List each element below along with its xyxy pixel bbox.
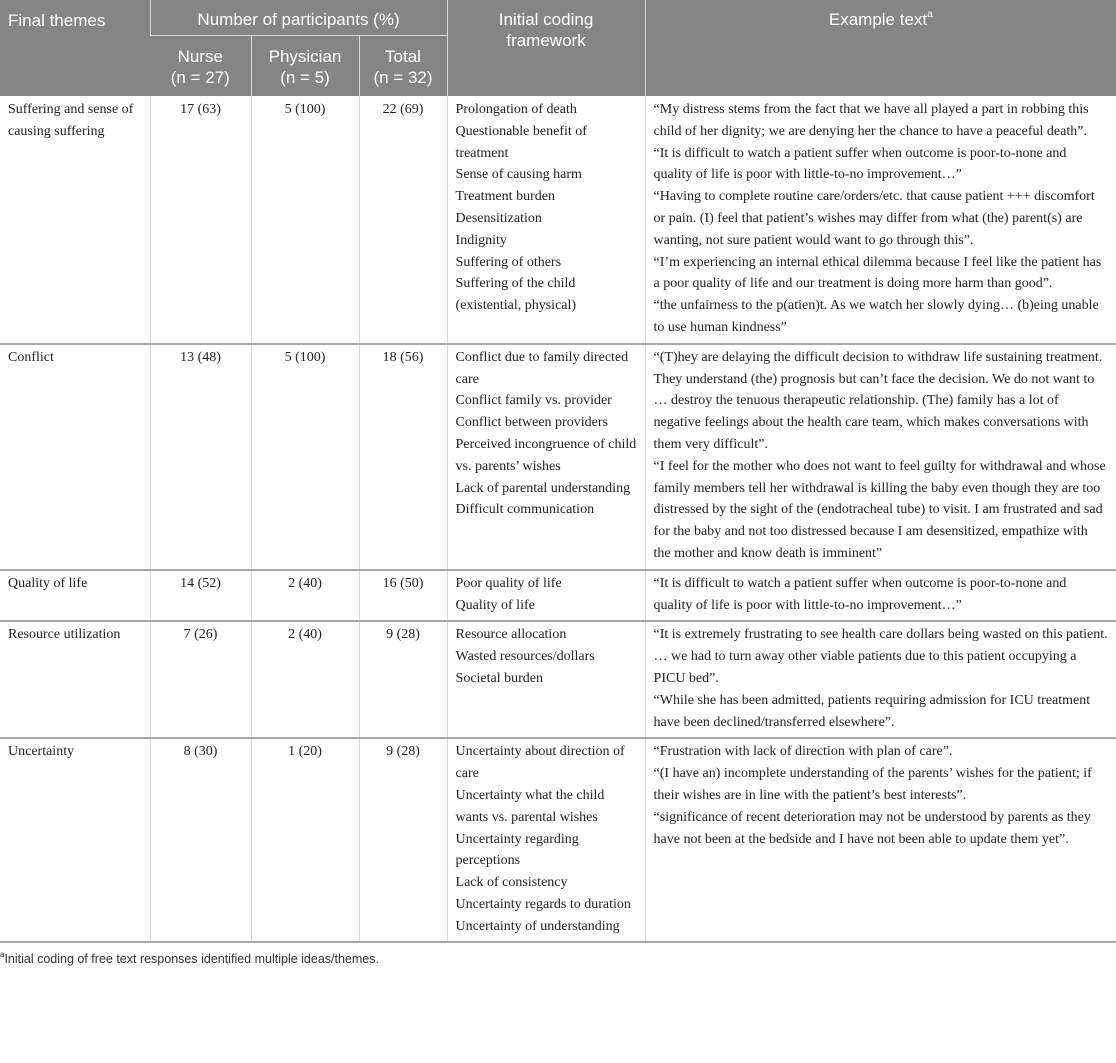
example-quote: “the unfairness to the p(atien)t. As we watch her slowly dying… (b)eing unable to use human kindness” xyxy=(653,298,1099,335)
example-quote: “My distress stems from the fact that we have all played a part in robbing this child of her dignity; we are denying her the chance to have a peaceful death”. xyxy=(653,102,1089,139)
header-total: Total (n = 32) xyxy=(359,36,447,97)
theme-cell: Uncertainty xyxy=(8,744,75,760)
table-row xyxy=(0,570,1116,622)
coding-item: Conflict due to family directed care xyxy=(455,349,629,387)
table-row xyxy=(0,344,1116,570)
coding-item: Treatment burden xyxy=(455,189,555,205)
nurse-count-cell: 14 (52) xyxy=(150,570,251,622)
coding-item: Lack of consistency xyxy=(455,875,568,891)
total-count-cell: 22 (69) xyxy=(359,96,447,344)
coding-item: Suffering of others xyxy=(455,254,562,270)
table-footnote: $^a$Initial coding of free text responses identified multiple ideas/themes. xyxy=(0,950,379,967)
coding-item: Suffering of the child (existential, physical) xyxy=(455,276,577,314)
coding-item: Uncertainty what the child wants vs. parental wishes xyxy=(455,787,605,825)
example-quote: “While she has been admitted, patients requiring admission for ICU treatment have been declined/transferred elsewhere”. xyxy=(653,692,1091,730)
coding-item: Uncertainty regarding perceptions xyxy=(455,831,579,869)
coding-item: Uncertainty regards to duration xyxy=(455,896,631,912)
physician-count-cell: 5 (100) xyxy=(251,96,359,344)
coding-item: Questionable benefit of treatment xyxy=(455,123,587,161)
header-final-themes: Final themes xyxy=(0,0,150,96)
coding-item: Uncertainty about direction of care xyxy=(455,744,625,782)
coding-item: Prolongation of death xyxy=(455,102,577,117)
coding-item: Wasted resources/dollars xyxy=(455,649,595,665)
physician-count-cell: 1 (20) xyxy=(251,738,359,942)
theme-cell: Resource utilization xyxy=(8,627,121,643)
coding-item: Resource allocation xyxy=(455,627,567,643)
header-initial-coding-framework: Initial coding framework xyxy=(447,0,645,96)
example-quote: “I’m experiencing an internal ethical dilemma because I feel like the patient has a poor quality of life and our treatment is doing more harm than good”. xyxy=(653,254,1102,292)
example-text-cell xyxy=(645,570,1116,622)
theme-cell: Conflict xyxy=(8,349,54,365)
header-physician: Physician (n = 5) xyxy=(251,36,359,97)
coding-item: Uncertainty of understanding xyxy=(455,918,620,934)
coding-item: Societal burden xyxy=(455,670,544,686)
coding-framework-cell xyxy=(447,96,645,344)
header-number-of-participants: Number of participants (%) xyxy=(150,0,447,36)
example-text-cell xyxy=(645,96,1116,344)
table-row xyxy=(0,96,1116,344)
total-count-cell: 18 (56) xyxy=(359,344,447,570)
example-quote: “I feel for the mother who does not want to feel guilty for withdrawal and whose family members tell her withdrawal is killing the baby even though they are too distressed by the sight of the (endotracheal tube) to visit. I am frustrated and sad for the baby and not too distressed because I am desensitized, empathize with the mother and know death is imminent” xyxy=(653,458,1106,561)
coding-item: Indignity xyxy=(455,232,507,248)
theme-cell: Quality of life xyxy=(8,575,88,591)
coding-item: Desensitization xyxy=(455,210,542,226)
total-count-cell: 9 (28) xyxy=(359,621,447,738)
nurse-count-cell: 13 (48) xyxy=(150,344,251,570)
theme-cell: Suffering and sense of causing suffering xyxy=(8,102,134,139)
coding-item: Perceived incongruence of child vs. parents’ wishes xyxy=(455,436,637,474)
table-header xyxy=(0,0,1116,96)
nurse-count-cell: 17 (63) xyxy=(150,96,251,344)
table-row xyxy=(0,621,1116,738)
physician-count-cell: 2 (40) xyxy=(251,621,359,738)
coding-item: Sense of causing harm xyxy=(455,167,582,183)
nurse-count-cell: 7 (26) xyxy=(150,621,251,738)
coding-framework-cell xyxy=(447,344,645,570)
table-body xyxy=(0,96,1116,942)
example-quote: “It is difficult to watch a patient suffer when outcome is poor-to-none and quality of life is poor with little-to-no improvement…” xyxy=(653,575,1067,613)
footnote-marker: a xyxy=(927,9,933,21)
coding-item: Quality of life xyxy=(455,597,535,613)
coding-item: Conflict family vs. provider xyxy=(455,393,612,409)
coding-framework-cell xyxy=(447,738,645,942)
physician-count-cell: 2 (40) xyxy=(251,570,359,622)
example-quote: “Having to complete routine care/orders/etc. that cause patient +++ discomfort or pain. (I) feel that patient’s wishes may differ from what (the) parent(s) are wanting, not sure patient would want to go through this”. xyxy=(653,189,1095,248)
example-quote: “Frustration with lack of direction with plan of care”. xyxy=(653,744,953,760)
coding-item: Poor quality of life xyxy=(455,575,562,591)
coding-framework-cell xyxy=(447,621,645,738)
example-quote: “(I have an) incomplete understanding of the parents’ wishes for the patient; if their wishes are in line with the patient’s best interests”. xyxy=(653,766,1092,803)
coding-item: Conflict between providers xyxy=(455,415,608,431)
total-count-cell: 16 (50) xyxy=(359,570,447,622)
example-text-cell xyxy=(645,621,1116,738)
header-example-text: Example text$^a$ xyxy=(645,0,1116,96)
example-text-cell xyxy=(645,738,1116,942)
coding-framework-cell xyxy=(447,570,645,622)
coding-item: Lack of parental understanding xyxy=(455,480,631,496)
example-text-cell xyxy=(645,344,1116,570)
example-quote: “It is difficult to watch a patient suffer when outcome is poor-to-none and quality of life is poor with little-to-no improvement…” xyxy=(653,145,1067,183)
header-nurse: Nurse (n = 27) xyxy=(150,36,251,97)
example-quote: “It is extremely frustrating to see health care dollars being wasted on this patient. … we had to turn away other viable patients due to this patient occupying a PICU bed”. xyxy=(653,627,1108,686)
table-row xyxy=(0,738,1116,942)
nurse-count-cell: 8 (30) xyxy=(150,738,251,942)
total-count-cell: 9 (28) xyxy=(359,738,447,942)
physician-count-cell: 5 (100) xyxy=(251,344,359,570)
example-quote: “(T)hey are delaying the difficult decision to withdraw life sustaining treatment. They understand (the) prognosis but can’t face the decision. We do not want to … destroy the tenuous therapeutic relationship. (The) family has a lot of negative feelings about the health care team, which makes conversations with them very difficult”. xyxy=(653,349,1103,452)
example-quote: “significance of recent deterioration may not be understood by parents as they have not been at the bedside and I have not been able to update them yet”. xyxy=(653,809,1091,847)
coding-item: Difficult communication xyxy=(455,502,595,518)
